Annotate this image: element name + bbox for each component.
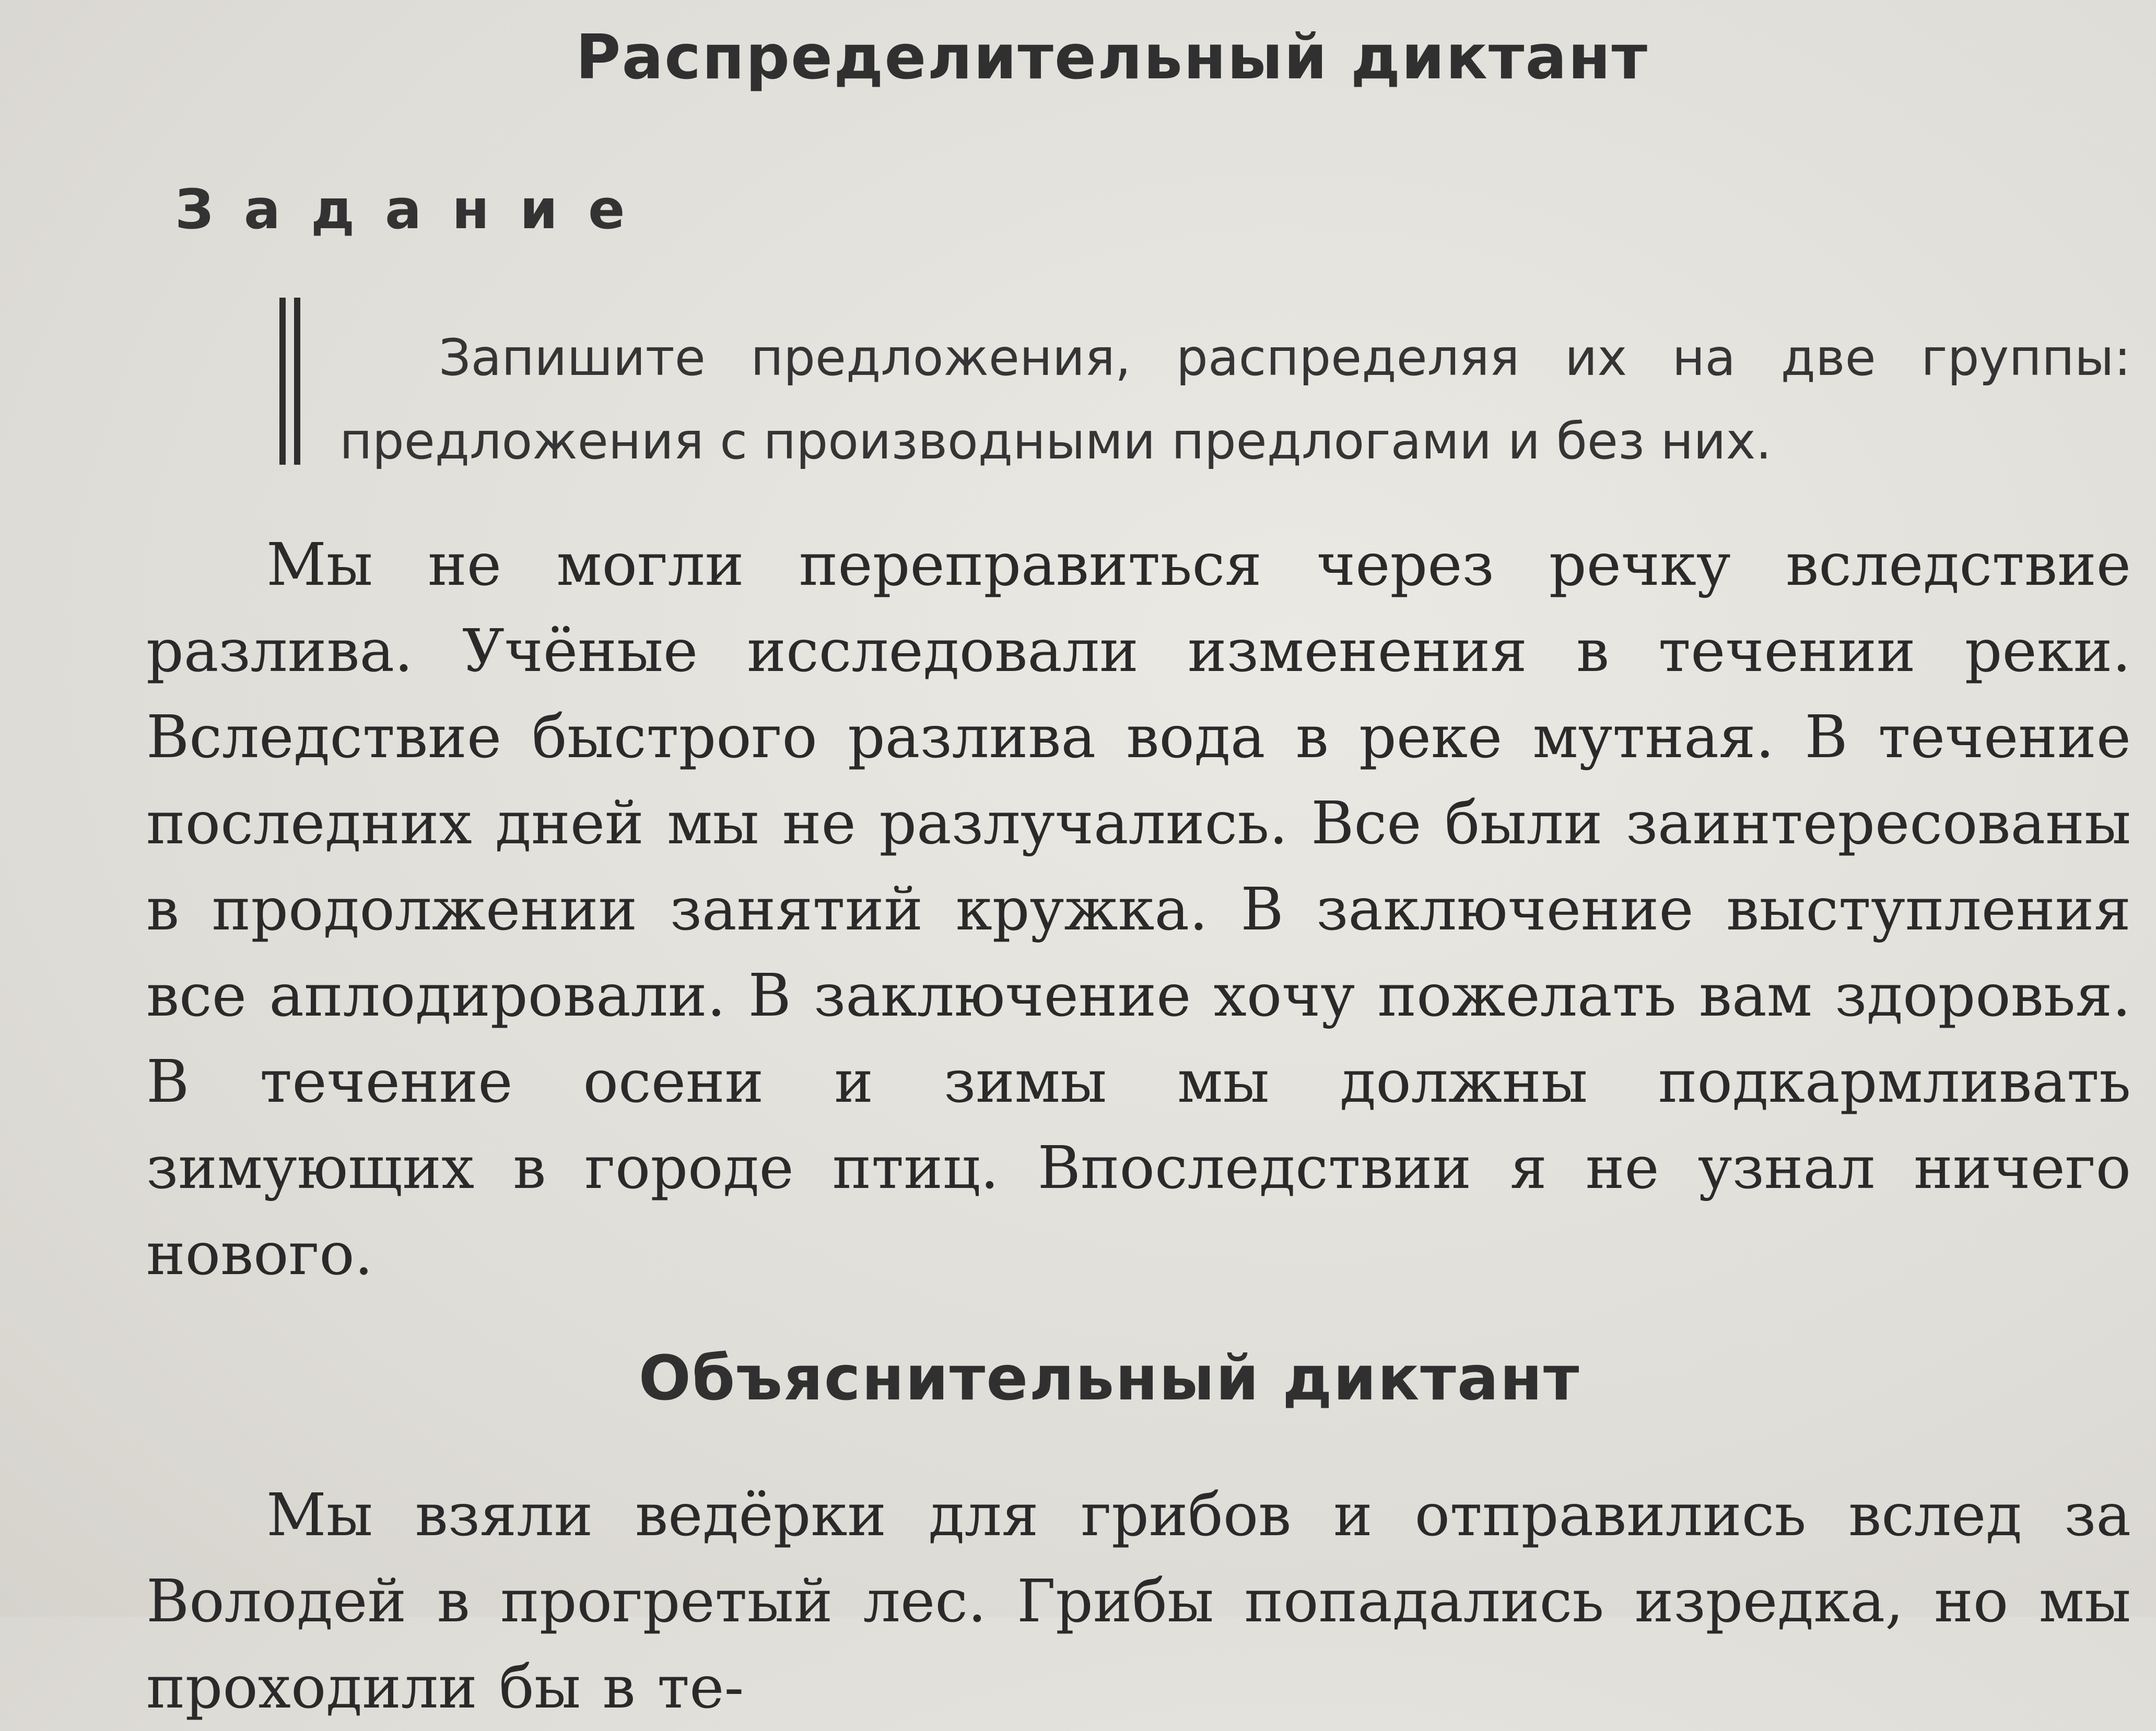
dictation-text-2: Мы взяли ведёрки для грибов и отправились вслед за Володей в прогретый лес. Грибы попадались изредка, но мы проходили бы в те-: [146, 1481, 2131, 1722]
section-title-distributive-dictation: Распределительный диктант: [576, 21, 1648, 93]
task-instruction: Запишите предложения, распределяя их на две группы: предложения с производными предлогами и без них.: [339, 328, 2131, 470]
task-marker-bar: [279, 298, 300, 465]
task-label: Задание: [175, 178, 655, 241]
section-title-explanatory-dictation: Объяснительный диктант: [638, 1342, 1580, 1414]
dictation-text-1: Мы не могли переправиться через речку вследствие разлива. Учёные исследовали изменения в течении реки. Вследствие быстрого разлива вода в реке мутная. В течение последних дней мы не разлучались. Все были заинтересованы в продолжении занятий кружка. В заключение выступления все аплодировали. В заключение хочу пожелать вам здоровья. В течение осени и зимы мы должны подкармливать зимующих в городе птиц. Впоследствии я не узнал ничего нового.: [146, 531, 2131, 1288]
